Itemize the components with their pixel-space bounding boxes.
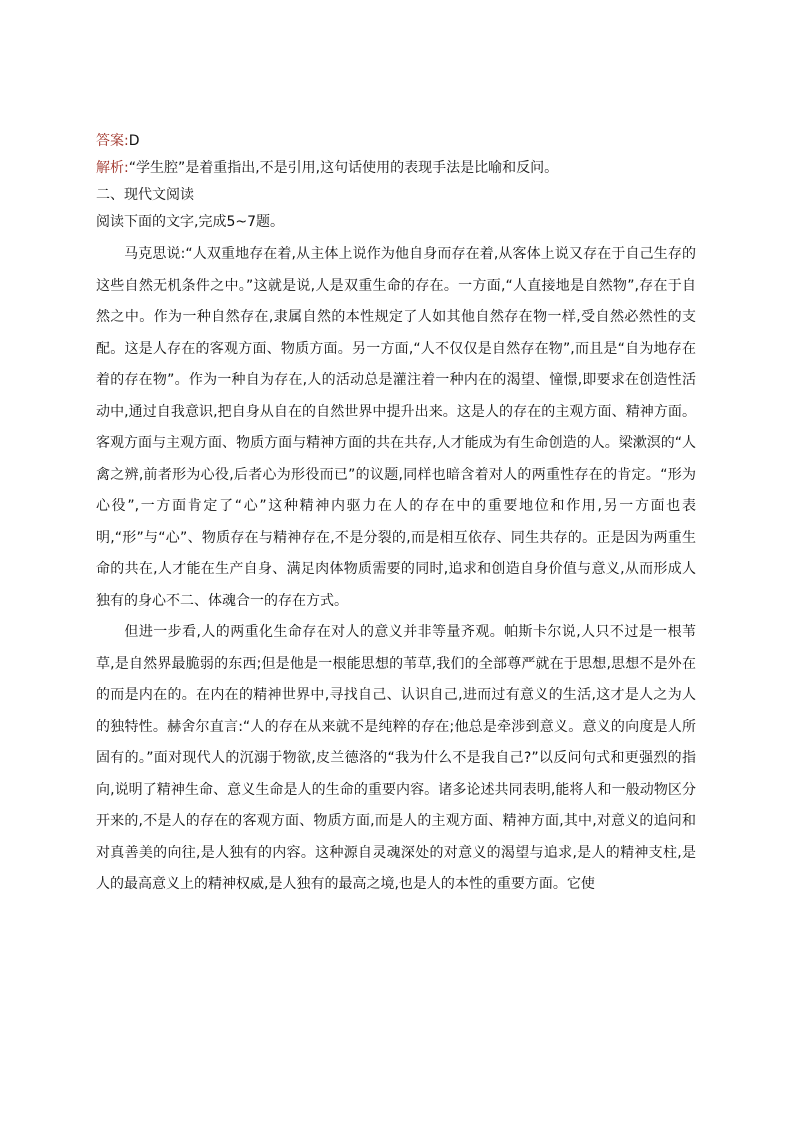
reading-instruction: 阅读下面的文字,完成5~7题。 <box>96 214 284 230</box>
paragraph-text: 马克思说:“人双重地存在着,从主体上说作为他自身而存在着,从客体上说又存在于自己生存的这些自然无机条件之中。”这就是说,人是双重生命的存在。一方面,“人直接地是自然物”,存在于自然之中。作为一种自然存在,隶属自然的本性规定了人如其他自然存在物一样,受自然必然性的支配。这是人存在的客观方面、物质方面。另一方面,“人不仅仅是自然存在物”,而且是“自为地存在着的存在物”。作为一种自为存在,人的活动总是灌注着一种内在的渴望、憧憬,即要求在创造性活动中,通过自我意识,把自身从自在的自然世界中提升出来。这是人的存在的主观方面、精神方面。客观方面与主观方面、物质方面与精神方面的共在共存,人才能成为有生命创造的人。梁漱溟的“人禽之辨,前者形为心役,后者心为形役而已”的议题,同样也暗含着对人的两重性存在的肯定。“形为心役”,一方面肯定了“心”这种精神内驱力在人的存在中的重要地位和作用,另一方面也表明,“形”与“心”、物质存在与精神存在,不是分裂的,而是相互依存、同生共存的。正是因为两重生命的共在,人才能在生产自身、满足肉体物质需要的同时,追求和创造自身价值与意义,从而形成人独有的身心不二、体魂合一的存在方式。 <box>96 246 696 609</box>
section-heading: 二、现代文阅读 <box>96 187 194 203</box>
analysis-line <box>96 158 696 178</box>
answer-value: D <box>128 133 140 149</box>
document-page <box>96 131 696 901</box>
analysis-label: 解析: <box>96 160 129 176</box>
paragraph-text: 但进一步看,人的两重化生命存在对人的意义并非等量齐观。帕斯卡尔说,人只不过是一根苇草,是自然界最脆弱的东西;但是他是一根能思想的苇草,我们的全部尊严就在于思想,思想不是外在的而是内在的。在内在的精神世界中,寻找自己、认识自己,进而过有意义的生活,这才是人之为人的独特性。赫舍尔直言:“人的存在从来就不是纯粹的存在;他总是牵涉到意义。意义的向度是人所固有的。”面对现代人的沉溺于物欲,皮兰德洛的“我为什么不是我自己?”以反问句式和更强烈的指向,说明了精神生命、意义生命是人的生命的重要内容。诸多论述共同表明,能将人和一般动物区分开来的,不是人的存在的客观方面、物质方面,而是人的主观方面、精神方面,其中,对意义的追问和对真善美的向往,是人独有的内容。这种源自灵魂深处的对意义的渴望与追求,是人的精神支柱,是人的最高意义上的精神权威,是人独有的最高之境,也是人的本性的重要方面。它使 <box>96 624 696 892</box>
passage-paragraph-2 <box>96 617 696 901</box>
passage-paragraph-1 <box>96 239 696 617</box>
analysis-text: “学生腔”是着重指出,不是引用,这句话使用的表现手法是比喻和反问。 <box>128 160 559 176</box>
answer-line <box>96 131 696 151</box>
answer-label: 答案: <box>96 133 129 149</box>
